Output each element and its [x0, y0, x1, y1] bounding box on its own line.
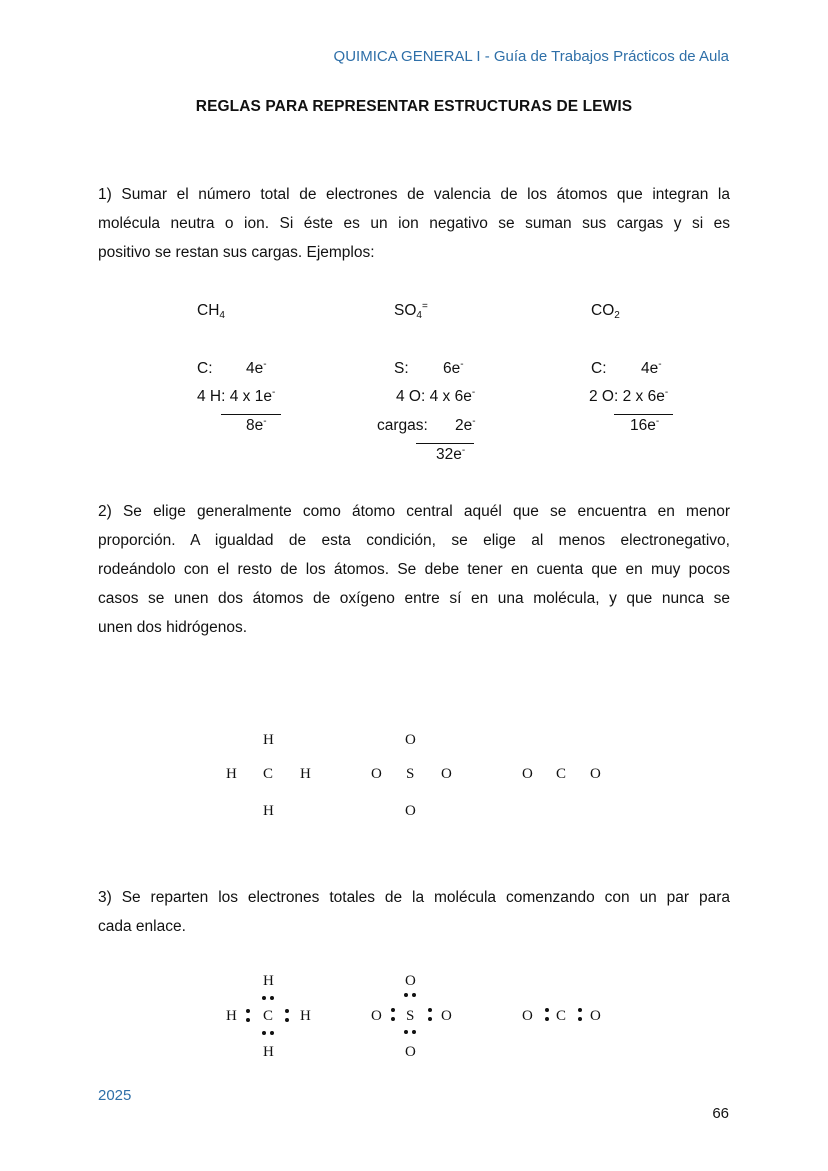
atom-label: H — [226, 766, 237, 782]
rule-2-paragraph — [98, 497, 730, 642]
atom-label: O — [371, 766, 382, 782]
atom-label: O — [405, 973, 416, 989]
electron-dot — [246, 1009, 250, 1013]
running-header: QUIMICA GENERAL I - Guía de Trabajos Prácticos de Aula — [333, 48, 729, 65]
atom-label: O — [522, 1008, 533, 1024]
atom-label: H — [226, 1008, 237, 1024]
rule-3-line: 3) Se reparten los electrones totales de la molécula comenzando con un par para — [98, 889, 730, 906]
electron-dot — [262, 996, 266, 1000]
atom-label: O — [522, 766, 533, 782]
count-row: 4 O: 4 x 6e- — [396, 387, 476, 405]
atom-label: H — [300, 766, 311, 782]
rule-2-line: proporción. A igualdad de esta condición, se elige al menos electronegativo, — [98, 532, 730, 549]
electron-dot — [428, 1017, 432, 1021]
electron-dot — [391, 1017, 395, 1021]
electron-dot — [412, 993, 416, 997]
electron-dot — [578, 1008, 582, 1012]
sum-line — [416, 443, 474, 444]
atom-label: O — [590, 766, 601, 782]
atom-label: C — [263, 766, 274, 782]
rule-1-paragraph — [98, 180, 730, 267]
atom-label: O — [441, 766, 452, 782]
count-value: 6e- — [443, 359, 464, 377]
atom-label: H — [263, 803, 274, 819]
footer-year: 2025 — [98, 1087, 132, 1104]
electron-dot — [285, 1009, 289, 1013]
atom-label: H — [263, 732, 274, 748]
rule-1-line: positivo se restan sus cargas. Ejemplos: — [98, 244, 375, 261]
electron-dot — [545, 1017, 549, 1021]
sum-line — [221, 414, 281, 415]
electron-dot — [270, 996, 274, 1000]
rule-2-line: casos se unen dos átomos de oxígeno entre sí en una molécula, y que nunca se — [98, 590, 730, 607]
count-label: C: — [197, 360, 213, 377]
total-ch4: 8e- — [246, 416, 267, 434]
rule-1-line: molécula neutra o ion. Si éste es un ion negativo se suman sus cargas y si es — [98, 215, 730, 232]
count-row: 4 H: 4 x 1e- — [197, 387, 276, 405]
atom-label: O — [371, 1008, 382, 1024]
count-label: cargas: — [377, 417, 428, 434]
electron-dot — [270, 1031, 274, 1035]
sum-line — [614, 414, 673, 415]
total-co2: 16e- — [630, 416, 660, 434]
electron-dot — [412, 1030, 416, 1034]
document-title: REGLAS PARA REPRESENTAR ESTRUCTURAS DE LEWIS — [195, 98, 633, 115]
count-value: 2e- — [455, 416, 476, 434]
electron-dot — [404, 1030, 408, 1034]
electron-dot — [391, 1008, 395, 1012]
rule-2-line: unen dos hidrógenos. — [98, 619, 248, 636]
count-row: 2 O: 2 x 6e- — [589, 387, 669, 405]
atom-label: H — [263, 973, 274, 989]
rule-1-line: 1) Sumar el número total de electrones de valencia de los átomos que integran la — [98, 186, 730, 203]
atom-label: S — [406, 1008, 415, 1024]
rule-2-line: rodeándolo con el resto de los átomos. Se debe tener en cuenta que en muy pocos — [98, 561, 730, 578]
formula-ch4: $CH_4$ — [197, 302, 225, 321]
electron-dot — [285, 1018, 289, 1022]
page-number: 66 — [712, 1105, 729, 1122]
atom-label: O — [405, 1044, 416, 1060]
atom-label: O — [441, 1008, 452, 1024]
electron-dot — [404, 993, 408, 997]
atom-label: C — [263, 1008, 274, 1024]
atom-label: H — [263, 1044, 274, 1060]
formula-co2: $CO_2$ — [591, 302, 620, 321]
electron-dot — [578, 1017, 582, 1021]
count-value: 4e- — [641, 359, 662, 377]
atom-label: O — [590, 1008, 601, 1024]
atom-label: H — [300, 1008, 311, 1024]
formula-so4: $SO_4^=$ — [394, 301, 428, 321]
atom-label: O — [405, 732, 416, 748]
rule-2-line: 2) Se elige generalmente como átomo central aquél que se encuentra en menor — [98, 503, 730, 520]
atom-label: C — [556, 1008, 567, 1024]
atom-label: C — [556, 766, 567, 782]
count-label: C: — [591, 360, 607, 377]
electron-dot — [545, 1008, 549, 1012]
atom-label: O — [405, 803, 416, 819]
electron-dot — [262, 1031, 266, 1035]
count-label: S: — [394, 360, 409, 377]
count-value: 4e- — [246, 359, 267, 377]
total-so4: 32e- — [436, 445, 466, 463]
electron-dot — [246, 1018, 250, 1022]
rule-3-paragraph — [98, 883, 730, 941]
rule-3-line: cada enlace. — [98, 918, 186, 935]
atom-label: S — [406, 766, 415, 782]
electron-dot — [428, 1008, 432, 1012]
